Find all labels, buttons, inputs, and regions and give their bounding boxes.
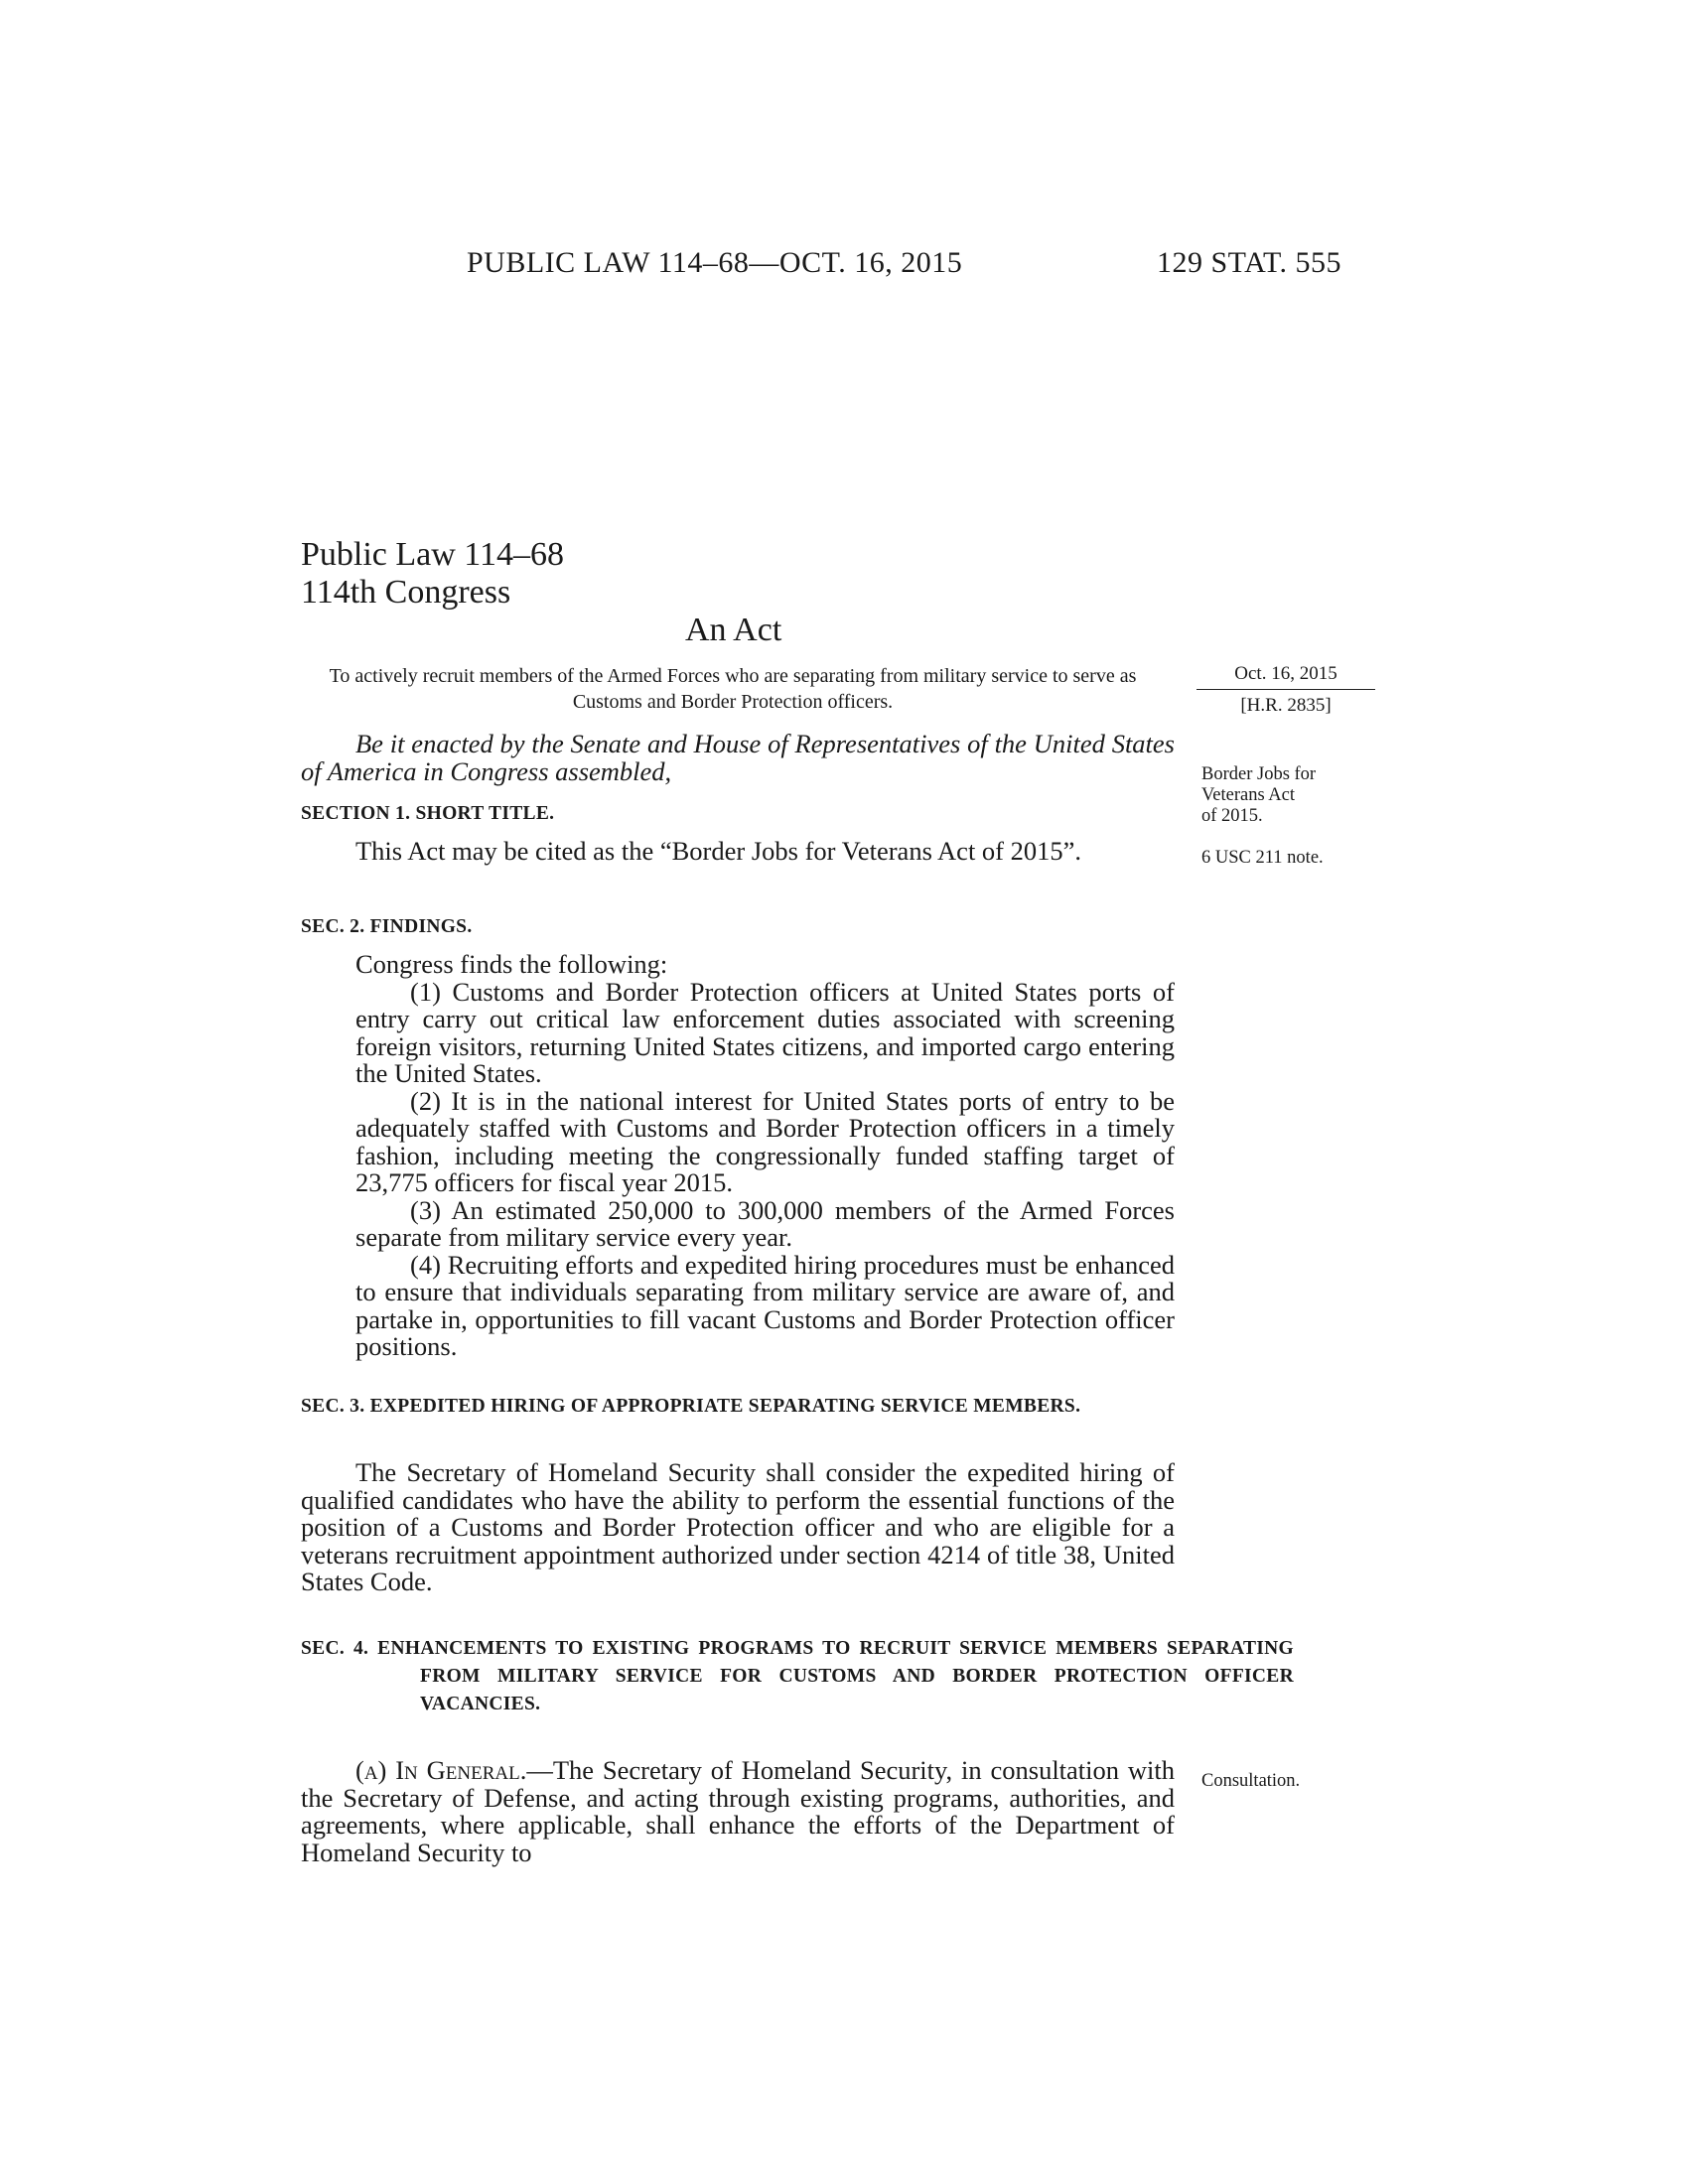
short-title-note-line: Veterans Act [1201,785,1296,805]
congress-number: 114th Congress [301,574,511,611]
section-2-heading: SEC. 2. FINDINGS. [301,916,473,937]
statute-page-reference: 129 STAT. 555 [1157,246,1342,279]
enacting-clause: Be it enacted by the Senate and House of Representatives of the United States of America in Congress assembled, [301,729,1175,786]
section-3-heading: SEC. 3. EXPEDITED HIRING OF APPROPRIATE SEPARATING SERVICE MEMBERS. [301,1396,1081,1417]
short-title-margin-note [1201,764,1370,827]
section-1-heading: SECTION 1. SHORT TITLE. [301,803,555,824]
finding-item: (2) It is in the national interest for United States ports of entry to be adequately staffed with Customs and Border Protection officers in a timely fashion, including meeting the congressionally funded staffing target of 23,775 officers for fiscal year 2015. [355,1085,1175,1197]
finding-item: (4) Recruiting efforts and expedited hiring procedures must be enhanced to ensure that individuals separating from military service are aware of, and partake in, opportunities to fill vacant Customs and Border Protection officer positions. [355,1249,1175,1361]
consultation-margin-note: Consultation. [1201,1771,1301,1791]
usc-citation-note: 6 USC 211 note. [1201,848,1324,868]
section-4-heading: SEC. 4. ENHANCEMENTS TO EXISTING PROGRAMS TO RECRUIT SERVICE MEMBERS SEPARATING FROM MILITARY SERVICE FOR CUSTOMS AND BORDER PROTECTION OFFICER VACANCIES. [301,1638,1294,1714]
subsection-a-label: (a) In General. [355,1755,527,1785]
bill-number-note: [H.R. 2835] [1240,695,1332,716]
subsection-a-text: —The Secretary of Homeland Security, in consultation with the Secretary of Defense, and acting through existing programs, authorities, and agreements, where applicable, shall enhance the efforts of the Department of Homeland Security to [301,1755,1175,1867]
short-title-note-line: Border Jobs for [1201,764,1317,784]
section-2-body [301,951,1175,1361]
finding-item: (3) An estimated 250,000 to 300,000 members of the Armed Forces separate from military service every year. [355,1194,1175,1252]
short-title-note-line: of 2015. [1201,806,1263,826]
act-heading: An Act [685,612,782,648]
findings-list [301,976,1175,1361]
enactment-date-note: Oct. 16, 2015 [1196,663,1375,690]
finding-item: (1) Customs and Border Protection officers at United States ports of entry carry out critical law enforcement duties associated with screening foreign visitors, returning United States citizens, and imported cargo entering the United States. [355,976,1175,1088]
long-title: To actively recruit members of the Armed Forces who are separating from military service to serve as Customs and Border Protection officers. [329,665,1137,713]
law-number: Public Law 114–68 [301,536,565,573]
section-3-text: The Secretary of Homeland Security shall consider the expedited hiring of qualified candidates who have the ability to perform the essential functions of the position of a Customs and Border Protection officer and who are eligible for a veterans recruitment appointment authorized under section 4214 of title 38, United States Code. [301,1457,1175,1596]
section-4-text [301,1757,1175,1866]
section-2-intro: Congress finds the following: [355,949,668,979]
running-head: PUBLIC LAW 114–68—OCT. 16, 2015 [467,246,963,279]
section-1-text: This Act may be cited as the “Border Jobs for Veterans Act of 2015”. [355,836,1082,866]
